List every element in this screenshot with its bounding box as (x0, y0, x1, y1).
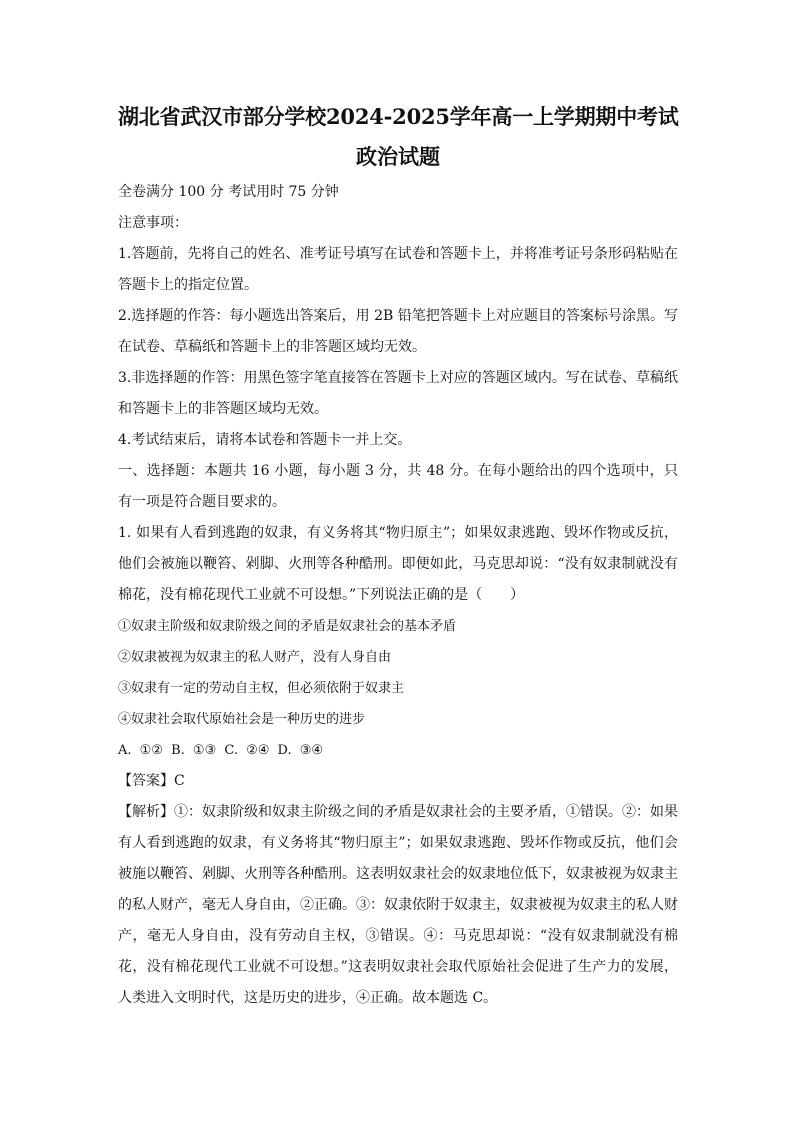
section-heading: 一、选择题：本题共 16 小题，每小题 3 分，共 48 分。在每小题给出的四个选项中，只有一项是符合题目要求的。 (118, 463, 678, 510)
page-subtitle: 政治试题 (356, 144, 440, 169)
notice-item-4: 4.考试结束后，请将本试卷和答题卡一并上交。 (118, 432, 412, 448)
analysis-label: 【解析】 (118, 804, 174, 820)
question-1-choices: A. ①② B. ①③ C. ②④ D. ③④ (118, 743, 324, 758)
notice-item-2: 2.选择题的作答：每小题选出答案后，用 2B 铅笔把答题卡上对应题目的答案标号涂黑。写在试卷、草稿纸和答题卡上的非答题区域均无效。 (118, 308, 678, 355)
page-title: 湖北省武汉市部分学校2024-2025学年高一上学期期中考试 (118, 104, 679, 129)
question-1-statement-2: ②奴隶被视为奴隶主的私人财产，没有人身自由 (118, 650, 392, 665)
question-1-statement-4: ④奴隶社会取代原始社会是一种历史的进步 (118, 712, 366, 727)
notice-item-3: 3.非选择题的作答：用黑色签字笔直接答在答题卡上对应的答题区域内。写在试卷、草稿纸和答题卡上的非答题区域均无效。 (118, 370, 678, 417)
question-1-statement-3: ③奴隶有一定的劳动自主权，但必须依附于奴隶主 (118, 681, 405, 696)
question-1-statement-1: ①奴隶主阶级和奴隶阶级之间的矛盾是奴隶社会的基本矛盾 (118, 619, 457, 634)
question-1-analysis (118, 797, 678, 1014)
question-1-stem: 1. 如果有人看到逃跑的奴隶，有义务将其“物归原主”；如果奴隶逃跑、毁坏作物或反抗，他们会被施以鞭笞、剁脚、火刑等各种酷刑。即便如此，马克思却说：“没有奴隶制就没有棉花，没有棉花现代工业就不可设想。”下列说法正确的是（ ） (118, 525, 678, 603)
question-1-answer (118, 766, 678, 797)
analysis-text: ①：奴隶阶级和奴隶主阶级之间的矛盾是奴隶社会的主要矛盾，①错误。②：如果有人看到逃跑的奴隶，有义务将其“物归原主”；如果奴隶逃跑、毁坏作物或反抗，他们会被施以鞭笞、剁脚、火刑等各种酷刑。这表明奴隶社会的奴隶地位低下，奴隶被视为奴隶主的私人财产，毫无人身自由，②正确。③：奴隶依附于奴隶主，奴隶被视为奴隶主的私人财产，毫无人身自由，没有劳动自主权，③错误。④：马克思却说：“没有奴隶制就没有棉花，没有棉花现代工业就不可设想。”这表明奴隶社会取代原始社会促进了生产力的发展，人类进入文明时代，这是历史的进步，④正确。故本题选 C。 (118, 804, 678, 1006)
notice-item-1: 1.答题前，先将自己的姓名、准考证号填写在试卷和答题卡上，并将准考证号条形码粘贴在答题卡上的指定位置。 (118, 246, 678, 293)
exam-page (118, 97, 678, 1014)
notice-heading: 注意事项： (118, 215, 188, 231)
answer-label: 【答案】 (118, 773, 174, 789)
answer-value: C (174, 773, 185, 789)
exam-meta: 全卷满分 100 分 考试用时 75 分钟 (118, 184, 339, 200)
